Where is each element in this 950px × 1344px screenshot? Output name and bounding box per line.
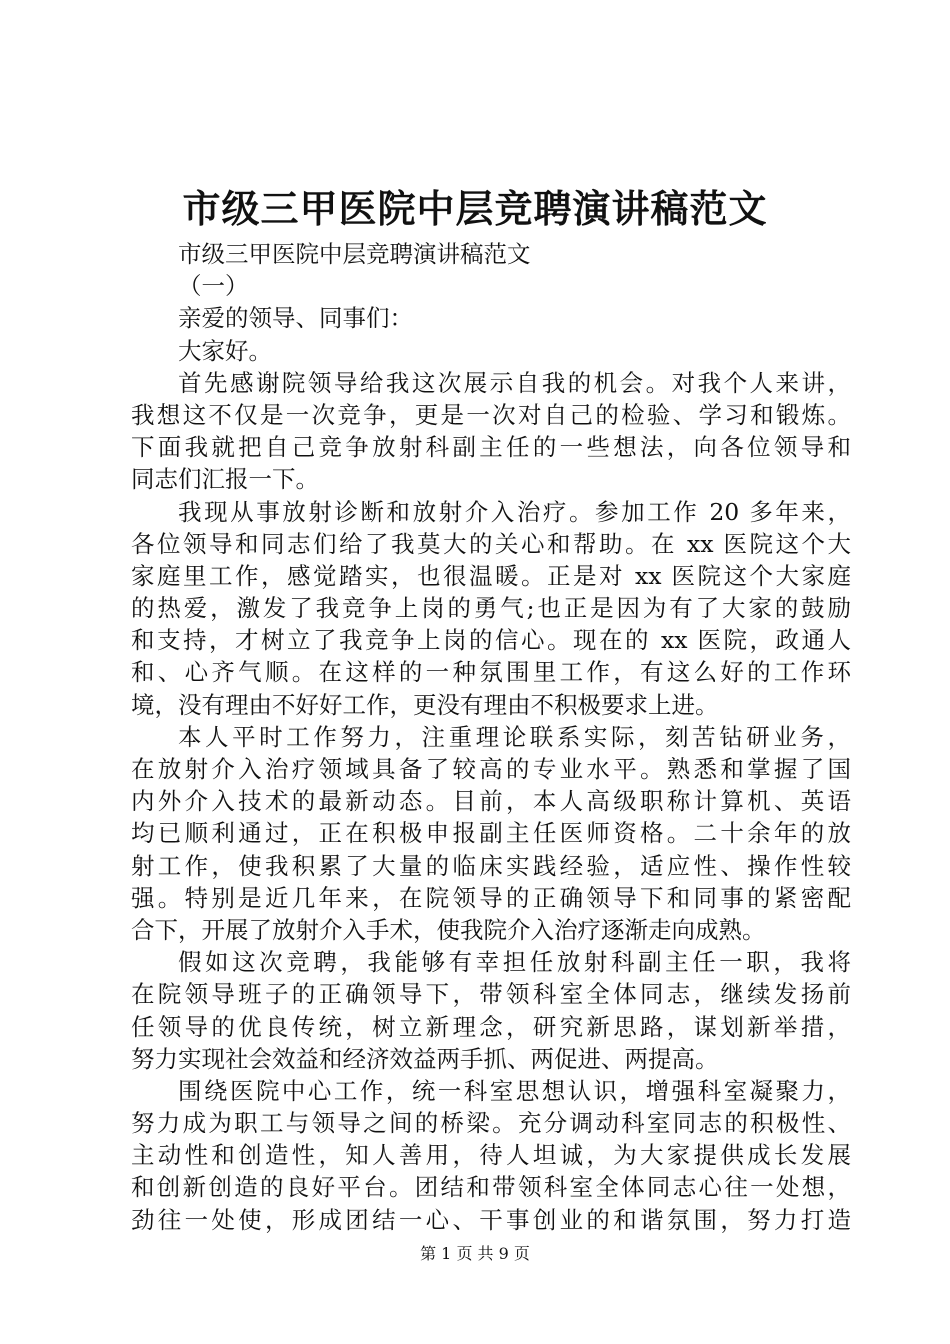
page-title: 市级三甲医院中层竞聘演讲稿范文	[182, 186, 768, 231]
text-line: 家庭里工作，感觉踏实，也很温暖。正是对 xx 医院这个大家庭	[131, 561, 851, 590]
text-line: 均已顺利通过，正在积极申报副主任医师资格。二十余年的放	[131, 819, 851, 848]
text-line: 亲爱的领导、同事们：	[178, 304, 413, 333]
document-body	[131, 238, 851, 1236]
text-line: 射工作，使我积累了大量的临床实践经验，适应性、操作性较	[131, 851, 851, 880]
text-line: 我想这不仅是一次竞争，更是一次对自己的检验、学习和锻炼。	[131, 400, 851, 429]
text-line: 劲往一处使，形成团结一心、干事创业的和谐氛围，努力打造	[131, 1205, 851, 1234]
text-line: 各位领导和同志们给了我莫大的关心和帮助。在 xx 医院这个大	[131, 529, 851, 558]
text-line: 市级三甲医院中层竞聘演讲稿范文	[178, 240, 531, 268]
text-line: 和、心齐气顺。在这样的一种氛围里工作，有这么好的工作环	[131, 658, 851, 687]
text-line: 努力实现社会效益和经济效益两手抓、两促进、两提高。	[131, 1044, 719, 1073]
text-line: 的热爱，激发了我竞争上岗的勇气;也正是因为有了大家的鼓励	[131, 594, 851, 623]
text-line: 任领导的优良传统，树立新理念，研究新思路，谋划新举措，	[131, 1012, 851, 1041]
text-line: 大家好。	[178, 336, 272, 365]
text-line: 在院领导班子的正确领导下，带领科室全体同志，继续发扬前	[131, 980, 851, 1009]
text-line: 努力成为职工与领导之间的桥梁。充分调动科室同志的积极性、	[131, 1109, 851, 1138]
text-line: 内外介入技术的最新动态。目前，本人高级职称计算机、英语	[131, 787, 851, 816]
text-line: 首先感谢院领导给我这次展示自我的机会。对我个人来讲，	[178, 368, 851, 397]
text-line: 围绕医院中心工作，统一科室思想认识，增强科室凝聚力，	[178, 1076, 851, 1105]
text-line: 下面我就把自己竞争放射科副主任的一些想法，向各位领导和	[131, 433, 851, 462]
page-footer: 第 1 页 共 9 页	[420, 1244, 530, 1263]
text-line: 本人平时工作努力，注重理论联系实际，刻苦钻研业务，	[178, 722, 851, 751]
text-line: 同志们汇报一下。	[131, 465, 319, 494]
text-line: （一）	[178, 272, 249, 301]
text-line: 假如这次竞聘，我能够有幸担任放射科副主任一职，我将	[178, 948, 851, 977]
text-line: 主动性和创造性，知人善用，待人坦诚，为大家提供成长发展	[131, 1141, 851, 1170]
text-line: 我现从事放射诊断和放射介入治疗。参加工作 20 多年来，	[178, 497, 851, 526]
text-line: 和创新创造的良好平台。团结和带领科室全体同志心往一处想，	[131, 1173, 851, 1202]
text-line: 和支持，才树立了我竞争上岗的信心。现在的 xx 医院，政通人	[131, 626, 851, 655]
text-line: 境，没有理由不好好工作，更没有理由不积极要求上进。	[131, 690, 719, 719]
text-line: 在放射介入治疗领域具备了较高的专业水平。熟悉和掌握了国	[131, 755, 851, 783]
text-line: 强。特别是近几年来，在院领导的正确领导下和同事的紧密配	[131, 883, 851, 912]
text-line: 合下，开展了放射介入手术，使我院介入治疗逐渐走向成熟。	[131, 915, 766, 944]
